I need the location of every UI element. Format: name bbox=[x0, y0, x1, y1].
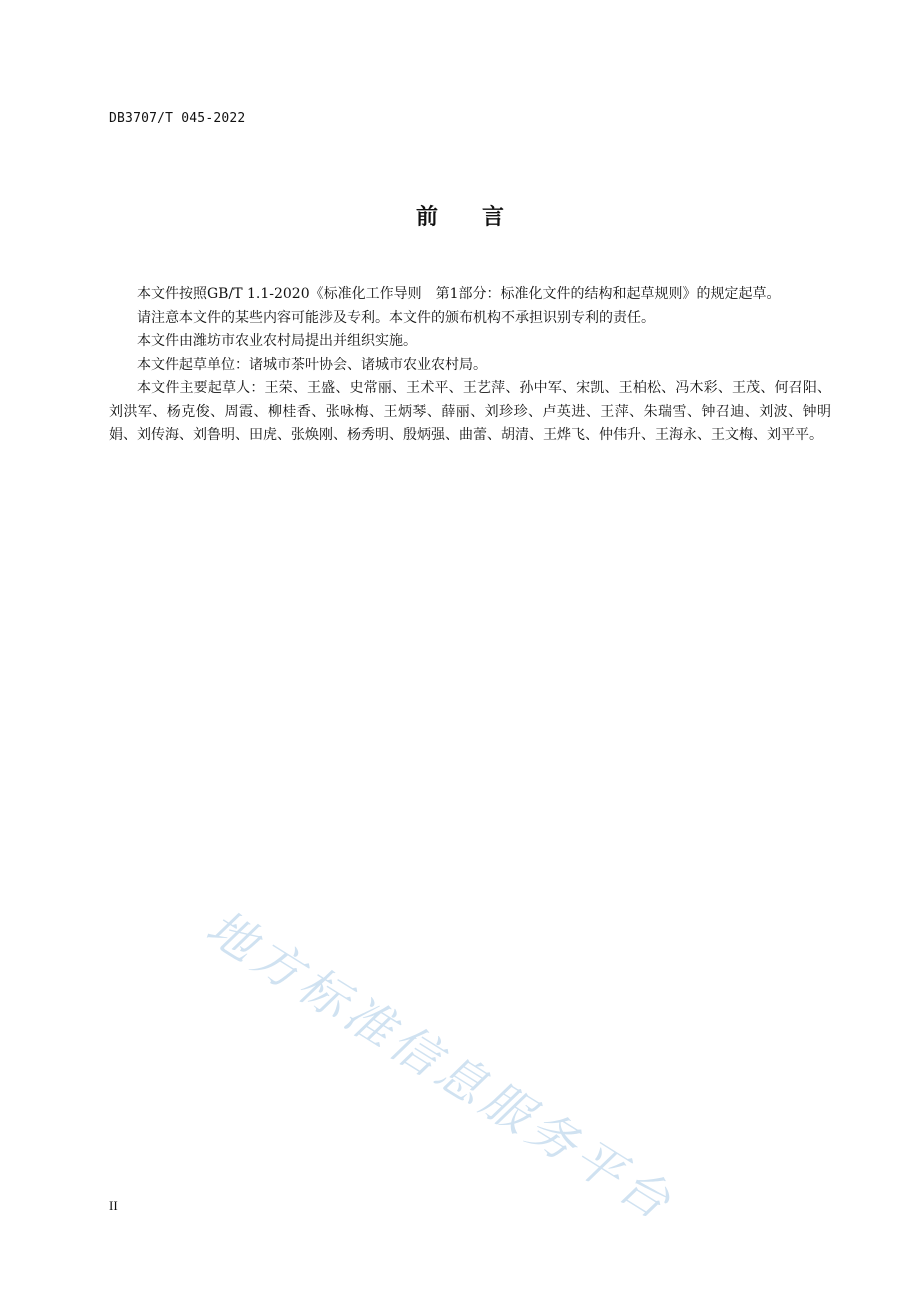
paragraph-proposer: 本文件由潍坊市农业农村局提出并组织实施。 bbox=[137, 333, 417, 349]
page-title: 前言 bbox=[415, 205, 548, 230]
document-code: DB3707/T 045-2022 bbox=[109, 111, 246, 126]
paragraph-patent-notice: 请注意本文件的某些内容可能涉及专利。本文件的颁布机构不承担识别专利的责任。 bbox=[137, 309, 655, 326]
paragraph-drafting-rules: 本文件按照GB/T 1.1-2020《标准化工作导则 第1部分：标准化文件的结构和起草规则》的规定起草。 bbox=[137, 286, 781, 302]
paragraph-drafting-units: 本文件起草单位：诸城市茶叶协会、诸城市农业农村局。 bbox=[137, 356, 487, 373]
page-number: II bbox=[109, 1198, 118, 1213]
watermark: 地方标准信息服务平台 bbox=[196, 899, 685, 1233]
paragraph-drafters: 本文件主要起草人：王荣、王盛、史常丽、王术平、王艺萍、孙中军、宋凯、王柏松、冯木彩、王茂、何召阳、刘洪军、杨克俊、周霞、柳桂香、张咏梅、王炳琴、薛丽、刘珍珍、卢英进、王萍、朱瑞雪、钟召迪、刘波、钟明娟、刘传海、刘鲁明、田虎、张焕刚、杨秀明、殷炳强、曲蕾、胡清、王烨飞、仲伟升、王海永、王文梅、刘平平。 bbox=[109, 380, 831, 443]
document-body bbox=[109, 283, 831, 448]
